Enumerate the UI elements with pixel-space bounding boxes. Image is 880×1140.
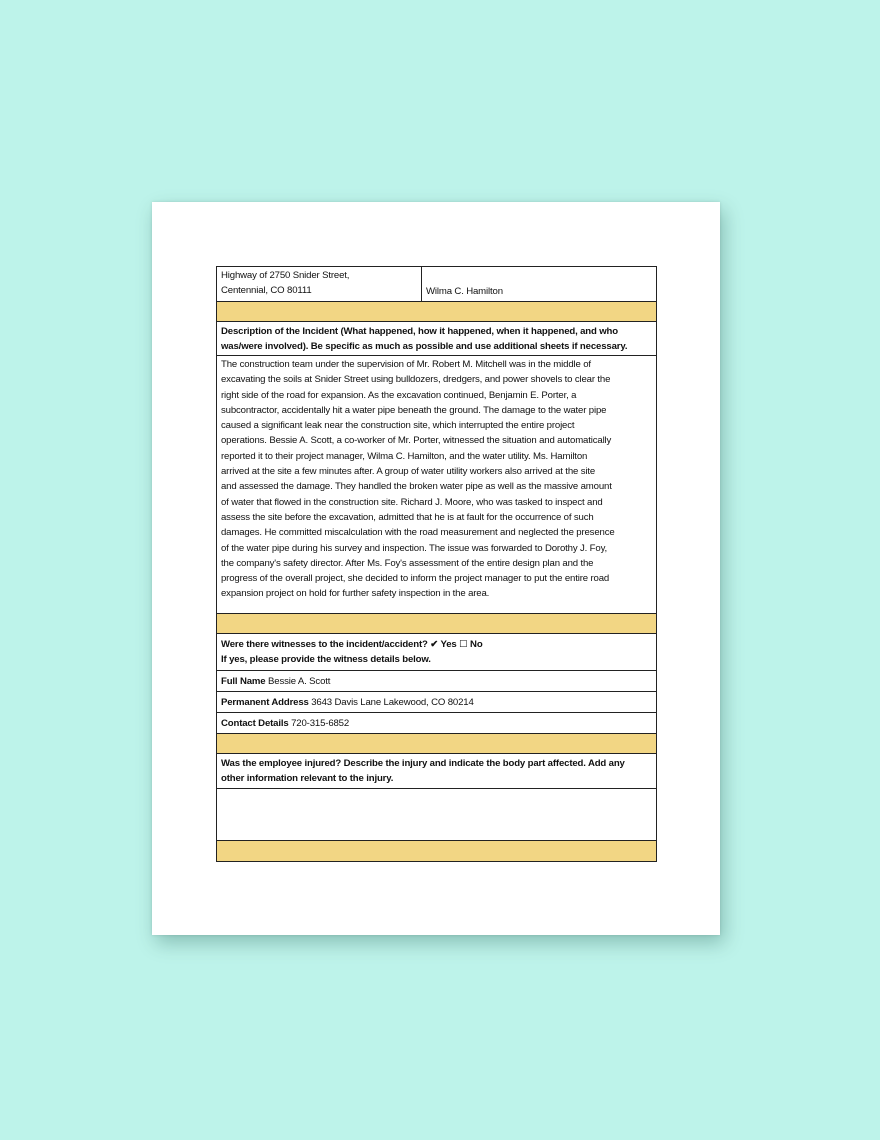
address-label: Permanent Address	[221, 697, 309, 708]
description-line: right side of the road for expansion. As the excavation continued, Benjamin E. Porter, a	[221, 389, 577, 401]
witness-full-name-row	[217, 671, 656, 692]
description-line: excavating the soils at Snider Street using bulldozers, dredgers, and power shovels to clear the	[221, 374, 611, 386]
yes-label: Yes	[440, 639, 457, 650]
incident-report-table	[216, 266, 657, 862]
contact-value: 720-315-6852	[291, 718, 350, 729]
contact-label: Contact Details	[221, 718, 289, 729]
address-line-2: Centennial, CO 80111	[221, 285, 312, 297]
description-line: subcontractor, accidentally hit a water pipe beneath the ground. The damage to the water pipe	[221, 404, 607, 416]
heading-line: was/were involved). Be specific as much as possible and use additional sheets if necessary.	[221, 341, 628, 353]
witness-question	[217, 634, 656, 671]
full-name-label: Full Name	[221, 676, 266, 687]
description-line: arrived at the site a few minutes after. A group of water utility workers also arrived at the site	[221, 466, 596, 478]
description-line: progress of the overall project, she decided to inform the project manager to put the entire road	[221, 573, 610, 585]
address-line-1: Highway of 2750 Snider Street,	[221, 270, 350, 281]
description-line: caused a significant leak near the construction site, which interrupted the entire project	[221, 420, 575, 432]
witness-address-row	[217, 692, 656, 713]
full-name-value: Bessie A. Scott	[268, 676, 331, 687]
description-heading	[217, 322, 656, 356]
section-band	[217, 841, 656, 861]
section-band	[217, 734, 656, 754]
manager-cell: Wilma C. Hamilton	[426, 286, 503, 297]
witness-question-text: Were there witnesses to the incident/accident?	[221, 639, 428, 650]
injury-answer-field[interactable]	[217, 789, 656, 841]
no-checkbox-icon[interactable]: ☐	[459, 639, 468, 650]
description-line: of water that flowed in the construction site. Richard J. Moore, who was tasked to inspect and	[221, 496, 603, 508]
description-line: the company's safety director. After Ms. Foy's assessment of the entire design plan and the	[221, 557, 594, 569]
injury-question	[217, 754, 656, 789]
description-line: expansion project on hold for further safety inspection in the area.	[221, 588, 490, 600]
section-band	[217, 614, 656, 634]
description-line: and assessed the damage. They handled the broken water pipe as well as the massive amount	[221, 481, 612, 493]
description-line: damages. He committed miscalculation with the road measurement and neglected the presence	[221, 527, 615, 539]
description-line: operations. Bessie A. Scott, a co-worker of Mr. Porter, witnessed the situation and automatically	[221, 435, 612, 447]
incident-description	[217, 356, 656, 614]
incident-location-cell	[217, 267, 422, 301]
yes-checkmark-icon[interactable]: ✔	[430, 639, 439, 650]
description-line: of the water pipe during his survey and inspection. The issue was forwarded to Dorothy J. Foy,	[221, 542, 608, 554]
description-line: assess the site before the excavation, admitted that he is at fault for the occurrence of such	[221, 511, 594, 523]
witness-instruction: If yes, please provide the witness details below.	[221, 654, 431, 666]
document-page	[152, 202, 720, 935]
no-label: No	[470, 639, 483, 650]
section-band	[217, 302, 656, 322]
description-line: The construction team under the supervision of Mr. Robert M. Mitchell was in the middle of	[221, 359, 591, 370]
heading-line: Description of the Incident (What happened, how it happened, when it happened, and who	[221, 326, 618, 337]
location-row	[217, 267, 656, 302]
injury-question-line: other information relevant to the injury.	[221, 773, 394, 785]
injury-question-line: Was the employee injured? Describe the injury and indicate the body part affected. Add any	[221, 758, 625, 769]
description-line: reported it to their project manager, Wilma C. Hamilton, and the water utility. Ms. Hamilton	[221, 450, 588, 462]
address-value: 3643 Davis Lane Lakewood, CO 80214	[311, 697, 474, 708]
witness-contact-row	[217, 713, 656, 734]
